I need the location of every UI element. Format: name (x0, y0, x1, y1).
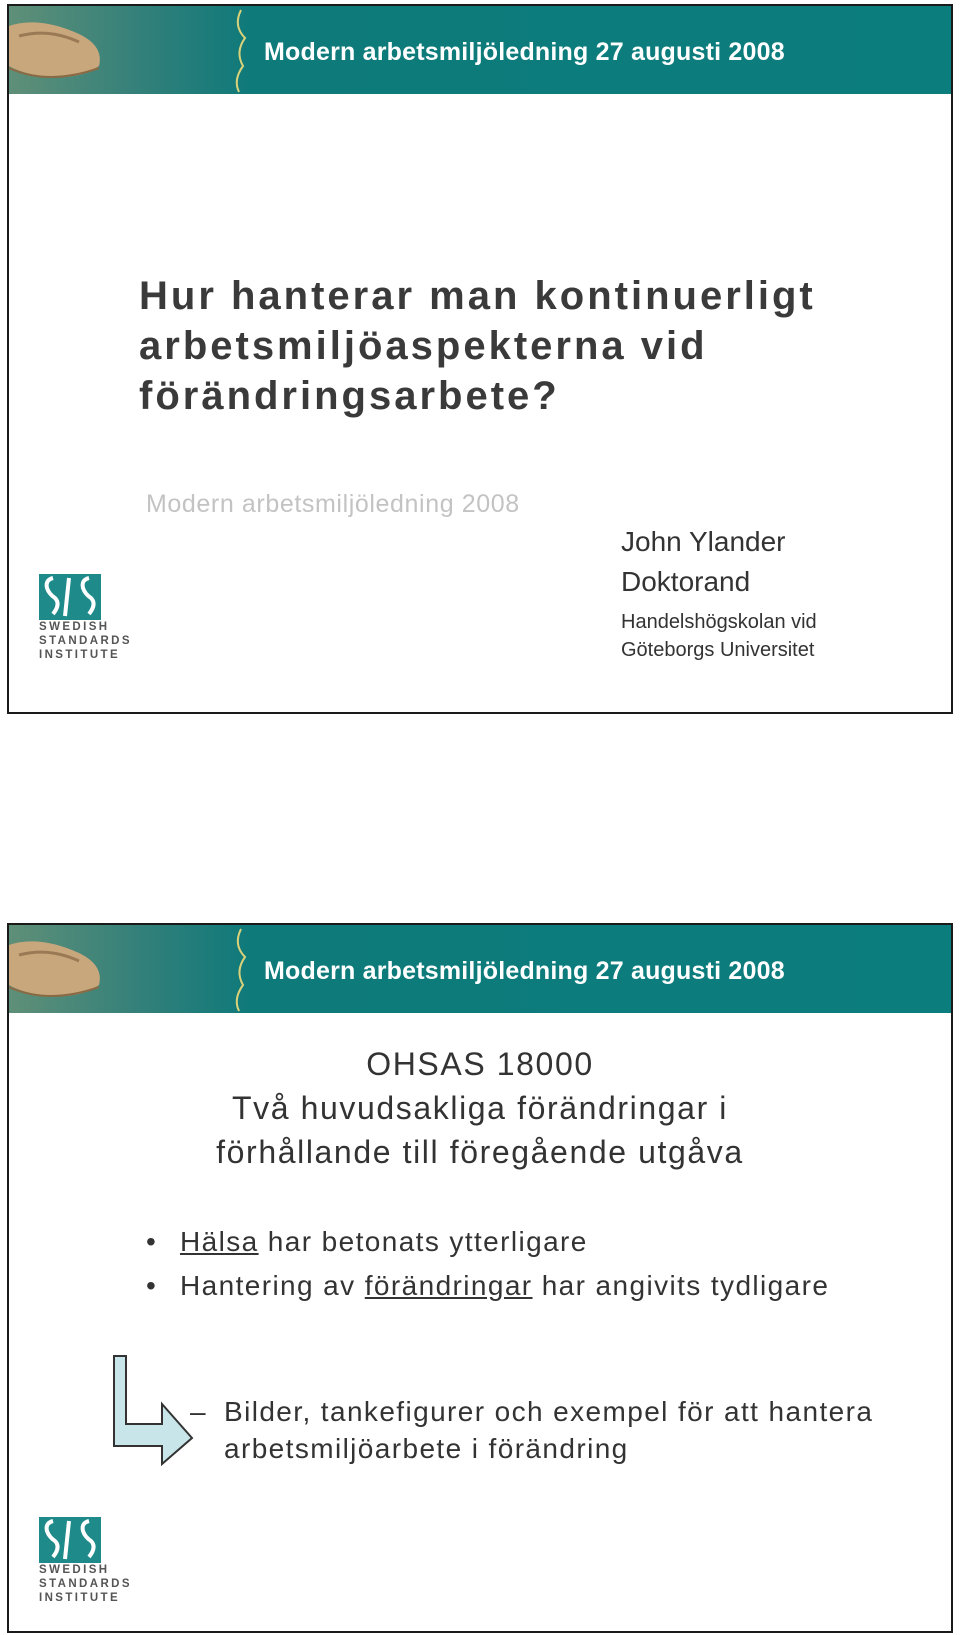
affiliation-line-1: Handelshögskolan vid (621, 611, 817, 633)
hand-photo-icon (9, 925, 249, 1013)
arrow-icon (108, 1354, 198, 1466)
bullet-text: Hantering av (180, 1270, 365, 1301)
dash-icon: – (190, 1396, 207, 1427)
banner-title: Modern arbetsmiljöledning 27 augusti 2008 (264, 957, 785, 985)
underlined-term: Hälsa (180, 1226, 259, 1257)
logo-text-3: INSTITUTE (39, 1592, 121, 1604)
bullet-list (140, 1223, 860, 1311)
logo-text-1: SWEDISH (39, 1564, 110, 1576)
banner-photo (9, 925, 249, 1013)
sis-logo-icon (39, 1517, 101, 1563)
bullet-text: har angivits tydligare (532, 1270, 830, 1301)
bullet-icon: • (146, 1226, 158, 1257)
sis-logo-icon (39, 574, 101, 620)
logo-text-2: STANDARDS (39, 1578, 132, 1590)
bullet-text: har betonats ytterligare (258, 1226, 588, 1257)
author-role: Doktorand (621, 566, 751, 597)
list-item (140, 1267, 860, 1305)
slide-1 (7, 4, 953, 714)
banner-title: Modern arbetsmiljöledning 27 augusti 2008 (264, 38, 785, 66)
sub-item-text: Bilder, tankefigurer och exempel för att hantera arbetsmiljöarbete i förändring (224, 1396, 874, 1464)
heading-line-1: OHSAS 18000 (366, 1046, 594, 1082)
heading-line-2: Två huvudsakliga förändringar i (231, 1090, 729, 1126)
heading-line-3: förhållande till föregående utgåva (216, 1134, 744, 1170)
slide-subtitle: Modern arbetsmiljöledning 2008 (146, 490, 520, 518)
hand-photo-icon (9, 6, 249, 94)
author-affiliation (621, 608, 817, 664)
slide-banner (9, 6, 951, 94)
author-name: John Ylander (621, 526, 786, 557)
sis-logo (39, 574, 132, 662)
logo-text-1: SWEDISH (39, 621, 110, 633)
banner-photo (9, 6, 249, 94)
logo-text-2: STANDARDS (39, 635, 132, 647)
list-item (140, 1223, 860, 1261)
slide-heading (0, 1042, 960, 1174)
bullet-icon: • (146, 1270, 158, 1301)
slide-banner (9, 925, 951, 1013)
sis-logo (39, 1517, 132, 1605)
slide-title: Hur hanterar man kontinuerligt arbetsmiljöaspekterna vid förändringsarbete? (139, 274, 816, 418)
author-block (621, 522, 817, 664)
affiliation-line-2: Göteborgs Universitet (621, 639, 815, 661)
logo-text-3: INSTITUTE (39, 649, 121, 661)
sub-item (190, 1393, 890, 1467)
underlined-term: förändringar (364, 1270, 533, 1301)
